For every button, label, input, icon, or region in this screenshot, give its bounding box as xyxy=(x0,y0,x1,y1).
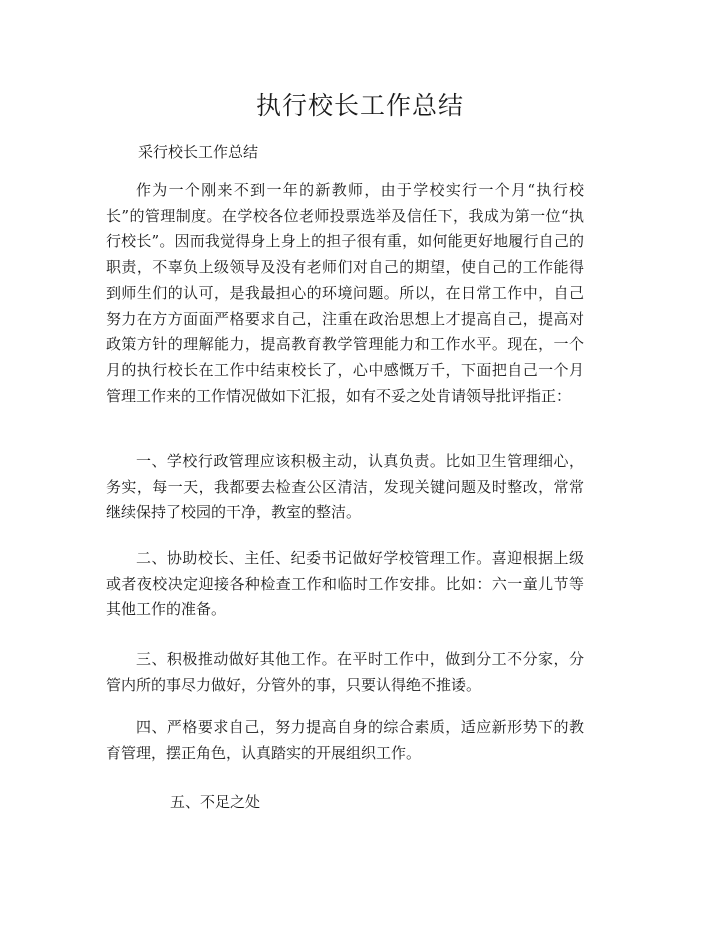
paragraph-section-2: 二、协助校长、主任、纪委书记做好学校管理工作。喜迎根据上级或者夜校决定迎接各种检查工作和临时工作安排。比如：六一童儿节等其他工作的准备。 xyxy=(106,549,584,619)
document-title: 执行校长工作总结 xyxy=(255,91,464,120)
paragraph-section-3: 三、积极推动做好其他工作。在平时工作中，做到分工不分家，分管内所的事尽力做好，分管外的事，只要认得绝不推诿。 xyxy=(106,650,584,694)
section-heading-5: 五、不足之处 xyxy=(170,793,261,811)
paragraph-section-1: 一、学校行政管理应该积极主动，认真负责。比如卫生管理细心，务实，每一天，我都要去检查公区清洁，发现关键问题及时整改，常常继续保持了校园的干净，教室的整洁。 xyxy=(106,452,584,522)
document-subtitle: 采行校长工作总结 xyxy=(138,143,259,161)
paragraph-section-4: 四、严格要求自己，努力提高自身的综合素质，适应新形势下的教育管理，摆正角色，认真踏实的开展组织工作。 xyxy=(106,718,584,762)
intro-paragraph: 作为一个刚来不到一年的新教师，由于学校实行一个月“执行校长”的管理制度。在学校各位老师投票选举及信任下，我成为第一位“执行校长”。因而我觉得身上身上的担子很有重，如何能更好地履行自己的职责，不辜负上级领导及没有老师们对自己的期望，使自己的工作能得到师生们的认可，是我最担心的环境问题。所以，在日常工作中，自己努力在方方面面严格要求自己，注重在政治思想上才提高自己，提高对政策方针的理解能力，提高教育教学管理能力和工作水平。现在，一个月的执行校长在工作中结束校长了，心中感慨万千，下面把自己一个月管理工作来的工作情况做如下汇报，如有不妥之处肯请领导批评指正： xyxy=(106,181,584,405)
